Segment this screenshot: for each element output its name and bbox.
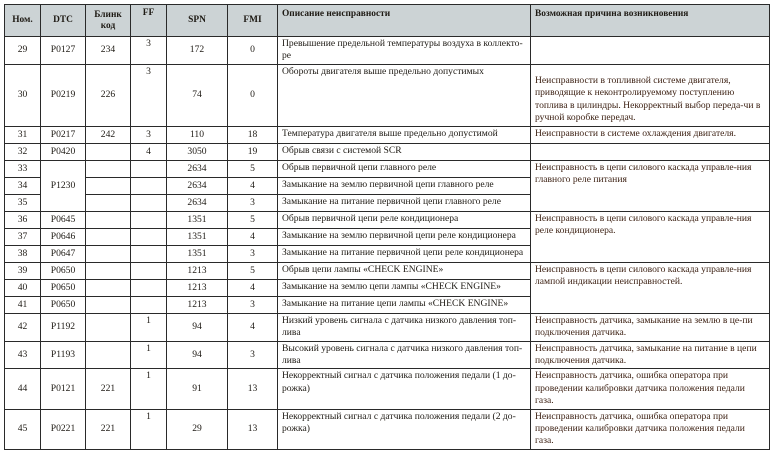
table-row [5, 369, 770, 409]
cell-desc: Замыкание на питание первичной цепи главного реле [278, 194, 531, 211]
cell-num: 30 [5, 64, 41, 126]
header-blink: Блинк код [86, 5, 131, 37]
cell-ff [131, 262, 167, 279]
cell-desc: Обрыв связи с системой SCR [278, 143, 531, 160]
cell-ff: 3 [131, 64, 167, 126]
cell-cause [531, 143, 770, 160]
cell-blink: 234 [86, 37, 131, 65]
cell-num: 36 [5, 211, 41, 228]
table-row [5, 64, 770, 126]
cell-spn: 1351 [167, 245, 228, 262]
cell-blink [86, 160, 131, 177]
table-row [5, 37, 770, 65]
cell-num: 31 [5, 126, 41, 143]
header-fmi: FMI [228, 5, 278, 37]
cell-dtc: P0650 [41, 296, 86, 313]
table-row [5, 143, 770, 160]
cell-cause: Неисправность датчика, замыкание на питание в цепи подключения датчика. [531, 341, 770, 369]
cell-fmi: 4 [228, 279, 278, 296]
cell-dtc: P1192 [41, 313, 86, 341]
cell-num: 40 [5, 279, 41, 296]
cell-desc: Обрыв первичной цепи реле кондиционера [278, 211, 531, 228]
cell-cause: Неисправности в системе охлаждения двигателя. [531, 126, 770, 143]
table-row [5, 262, 770, 279]
header-spn: SPN [167, 5, 228, 37]
cell-ff: 4 [131, 143, 167, 160]
cell-fmi: 19 [228, 143, 278, 160]
cell-blink [86, 228, 131, 245]
header-dtc: DTC [41, 5, 86, 37]
cell-fmi: 0 [228, 37, 278, 65]
cell-ff [131, 279, 167, 296]
cell-desc: Температура двигателя выше предельно допустимой [278, 126, 531, 143]
cell-ff: 3 [131, 126, 167, 143]
cell-ff [131, 245, 167, 262]
header-row [5, 5, 770, 37]
cell-ff [131, 194, 167, 211]
cell-blink: 221 [86, 369, 131, 409]
header-num: Ном. [5, 5, 41, 37]
cell-blink: 242 [86, 126, 131, 143]
cell-blink [86, 177, 131, 194]
cell-blink: 221 [86, 409, 131, 449]
cell-num: 29 [5, 37, 41, 65]
cell-spn: 3050 [167, 143, 228, 160]
cell-fmi: 3 [228, 341, 278, 369]
cell-ff [131, 228, 167, 245]
cell-num: 42 [5, 313, 41, 341]
cell-dtc: P0221 [41, 409, 86, 449]
cell-fmi: 5 [228, 160, 278, 177]
cell-desc: Высокий уровень сигнала с датчика низкого давления топ-лива [278, 341, 531, 369]
cell-spn: 1213 [167, 279, 228, 296]
cell-num: 44 [5, 369, 41, 409]
cell-spn: 110 [167, 126, 228, 143]
cell-desc: Превышение предельной температуры воздуха в коллекто-ре [278, 37, 531, 65]
cell-dtc: P0647 [41, 245, 86, 262]
cell-blink [86, 245, 131, 262]
cell-ff [131, 177, 167, 194]
cell-desc: Низкий уровень сигнала с датчика низкого давления топ-лива [278, 313, 531, 341]
cell-fmi: 5 [228, 262, 278, 279]
cell-num: 37 [5, 228, 41, 245]
cell-blink: 226 [86, 64, 131, 126]
cell-num: 45 [5, 409, 41, 449]
cell-cause: Неисправность датчика, ошибка оператора при проведении калибровки датчика положения педали газа. [531, 369, 770, 409]
table-row [5, 211, 770, 228]
cell-cause: Неисправности в топливной системе двигателя, приводящие к неконтролируемому поступлению топлива в цилиндры. Некорректный выбор переда-чи в ручной коробке передач. [531, 64, 770, 126]
cell-fmi: 18 [228, 126, 278, 143]
cell-spn: 29 [167, 409, 228, 449]
cell-num: 33 [5, 160, 41, 177]
cell-desc: Замыкание на землю первичной цепи реле кондиционера [278, 228, 531, 245]
cell-dtc: P1230 [41, 160, 86, 211]
cell-ff: 1 [131, 341, 167, 369]
cell-spn: 94 [167, 341, 228, 369]
header-ff: FF [131, 5, 167, 37]
cell-dtc: P0217 [41, 126, 86, 143]
cell-num: 43 [5, 341, 41, 369]
cell-desc: Обрыв первичной цепи главного реле [278, 160, 531, 177]
cell-blink [86, 211, 131, 228]
cell-cause: Неисправность датчика, ошибка оператора при проведении калибровки датчика положения педали газа. [531, 409, 770, 449]
cell-blink [86, 296, 131, 313]
cell-fmi: 3 [228, 194, 278, 211]
cell-cause: Неисправность в цепи силового каскада управле-ния главного реле питания [531, 160, 770, 211]
dtc-table [4, 4, 770, 450]
cell-spn: 1351 [167, 211, 228, 228]
cell-ff [131, 296, 167, 313]
cell-dtc: P0121 [41, 369, 86, 409]
cell-desc: Некорректный сигнал с датчика положения педали (2 до-рожка) [278, 409, 531, 449]
cell-dtc: P1193 [41, 341, 86, 369]
cell-num: 34 [5, 177, 41, 194]
cell-cause: Неисправность в цепи силового каскада управле-ния лампой индикации неисправностей. [531, 262, 770, 313]
cell-ff: 3 [131, 37, 167, 65]
table-row [5, 409, 770, 449]
cell-spn: 1351 [167, 228, 228, 245]
cell-desc: Замыкание на питание первичной цепи реле кондиционера [278, 245, 531, 262]
cell-blink [86, 143, 131, 160]
cell-spn: 1213 [167, 262, 228, 279]
cell-num: 39 [5, 262, 41, 279]
cell-spn: 2634 [167, 160, 228, 177]
cell-blink [86, 194, 131, 211]
cell-spn: 74 [167, 64, 228, 126]
cell-desc: Замыкание на землю цепи лампы «CHECK ENGINE» [278, 279, 531, 296]
cell-ff [131, 160, 167, 177]
header-cause: Возможная причина возникновения [531, 5, 770, 37]
cell-spn: 91 [167, 369, 228, 409]
cell-dtc: P0127 [41, 37, 86, 65]
cell-fmi: 13 [228, 369, 278, 409]
cell-dtc: P0646 [41, 228, 86, 245]
cell-blink [86, 313, 131, 341]
table-row [5, 341, 770, 369]
cell-desc: Замыкание на землю первичной цепи главного реле [278, 177, 531, 194]
cell-fmi: 0 [228, 64, 278, 126]
cell-spn: 1213 [167, 296, 228, 313]
cell-cause: Неисправность в цепи силового каскада управле-ния реле кондиционера. [531, 211, 770, 262]
cell-spn: 172 [167, 37, 228, 65]
cell-fmi: 3 [228, 245, 278, 262]
cell-ff: 1 [131, 369, 167, 409]
cell-num: 38 [5, 245, 41, 262]
cell-num: 35 [5, 194, 41, 211]
cell-spn: 94 [167, 313, 228, 341]
cell-fmi: 13 [228, 409, 278, 449]
cell-ff: 1 [131, 313, 167, 341]
cell-blink [86, 341, 131, 369]
cell-spn: 2634 [167, 177, 228, 194]
cell-desc: Замыкание на питание цепи лампы «CHECK ENGINE» [278, 296, 531, 313]
cell-cause [531, 37, 770, 65]
cell-fmi: 4 [228, 228, 278, 245]
cell-num: 41 [5, 296, 41, 313]
cell-dtc: P0420 [41, 143, 86, 160]
cell-ff: 1 [131, 409, 167, 449]
cell-desc: Некорректный сигнал с датчика положения педали (1 до-рожка) [278, 369, 531, 409]
cell-num: 32 [5, 143, 41, 160]
cell-fmi: 4 [228, 313, 278, 341]
cell-desc: Обрыв цепи лампы «CHECK ENGINE» [278, 262, 531, 279]
table-row [5, 160, 770, 177]
header-desc: Описание неисправности [278, 5, 531, 37]
cell-dtc: P0650 [41, 262, 86, 279]
cell-blink [86, 262, 131, 279]
cell-dtc: P0219 [41, 64, 86, 126]
cell-fmi: 3 [228, 296, 278, 313]
table-row [5, 126, 770, 143]
cell-fmi: 4 [228, 177, 278, 194]
cell-spn: 2634 [167, 194, 228, 211]
cell-blink [86, 279, 131, 296]
cell-cause: Неисправность датчика, замыкание на землю в це-пи подключения датчика. [531, 313, 770, 341]
cell-fmi: 5 [228, 211, 278, 228]
table-row [5, 313, 770, 341]
cell-dtc: P0650 [41, 279, 86, 296]
cell-dtc: P0645 [41, 211, 86, 228]
cell-ff [131, 211, 167, 228]
cell-desc: Обороты двигателя выше предельно допустимых [278, 64, 531, 126]
